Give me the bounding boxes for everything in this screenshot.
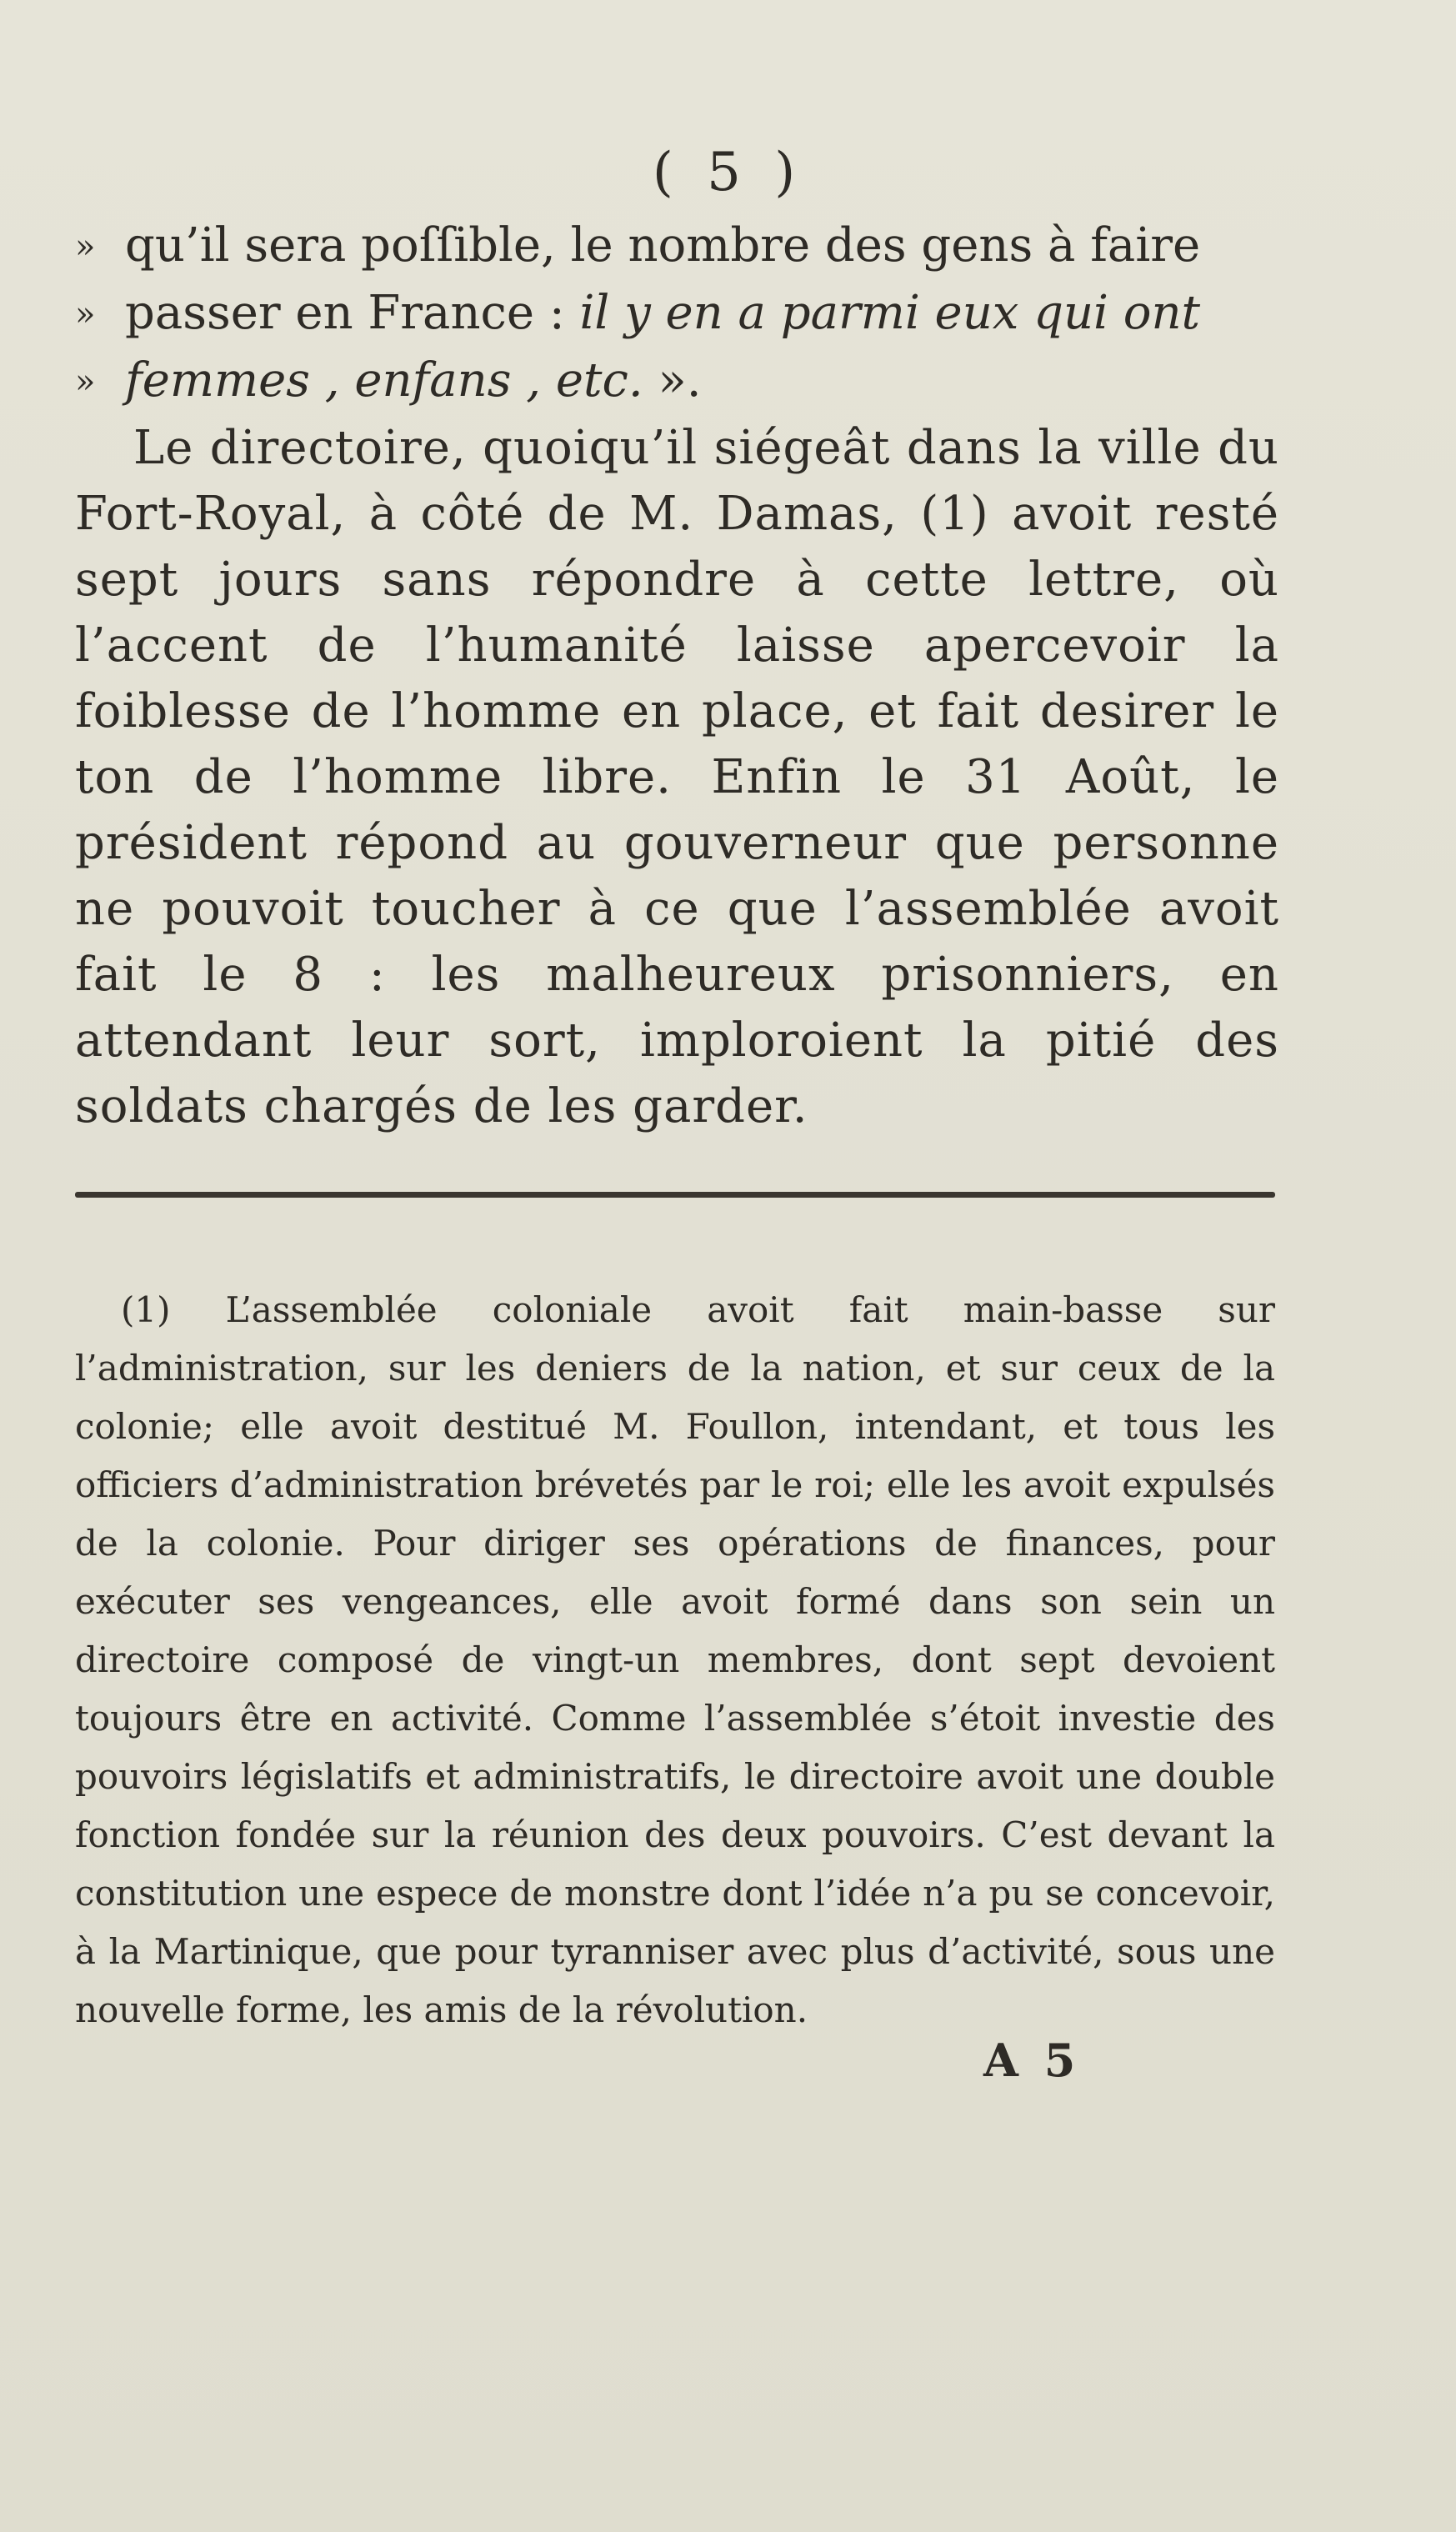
quote-text: qu’il sera poſſible, le nombre des gens à faire	[125, 218, 1201, 273]
quote-italic: il y en a parmi eux qui ont	[579, 286, 1201, 340]
footnote: (1) L’assemblée coloniale avoit fait main-basse sur l’administration, sur les deniers de la nation, et sur ceux de la colonie; elle avoit destitué M. Foullon, intendant, et tous les officiers d’administration brévetés par le roi; elle les avoit expulsés de la colonie. Pour diriger ses opérations de finances, pour exécuter ses vengeances, elle avoit formé dans son sein un directoire composé de vingt-un membres, dont sept devoient toujours être en activité. Comme l’assemblée s’étoit investie des pouvoirs législatifs et administratifs, le directoire avoit une double fonction fondée sur la réunion des deux pouvoirs. C’est devant la constitution une espece de monstre dont l’idée n’a pu se concevoir, à la Martinique, que pour tyranniser avec plus d’activité, sous une nouvelle forme, les amis de la révolution.	[75, 1289, 1275, 2030]
quote-line	[75, 213, 1279, 280]
quote-text: passer en France :	[125, 286, 580, 340]
page-number: ( 5 )	[652, 142, 804, 203]
quote-mark: »	[75, 295, 96, 333]
quote-italic: femmes , enfans , etc.	[125, 353, 643, 408]
footnote-separator	[75, 1192, 1275, 1198]
quote-mark: »	[75, 228, 96, 266]
quote-close: ».	[643, 353, 702, 408]
main-text	[75, 213, 1279, 1186]
quote-mark: »	[75, 363, 96, 401]
quote-line	[75, 348, 1279, 415]
body-paragraph: Le directoire, quoiqu’il siégeât dans la ville du Fort-Royal, à côté de M. Damas, (1) avoit resté sept jours sans répondre à cette lettre, où l’accent de l’humanité laisse apercevoir la foiblesse de l’homme en place, et fait desirer le ton de l’homme libre. Enfin le 31 Août, le président répond au gouverneur que personne ne pouvoit toucher à ce que l’assemblée avoit fait le 8 : les malheureux prisonniers, en attendant leur sort, imploroient la pitié des soldats chargés de les garder.	[75, 421, 1279, 1133]
signature-mark: A 5	[983, 2034, 1081, 2087]
quote-line	[75, 280, 1279, 348]
